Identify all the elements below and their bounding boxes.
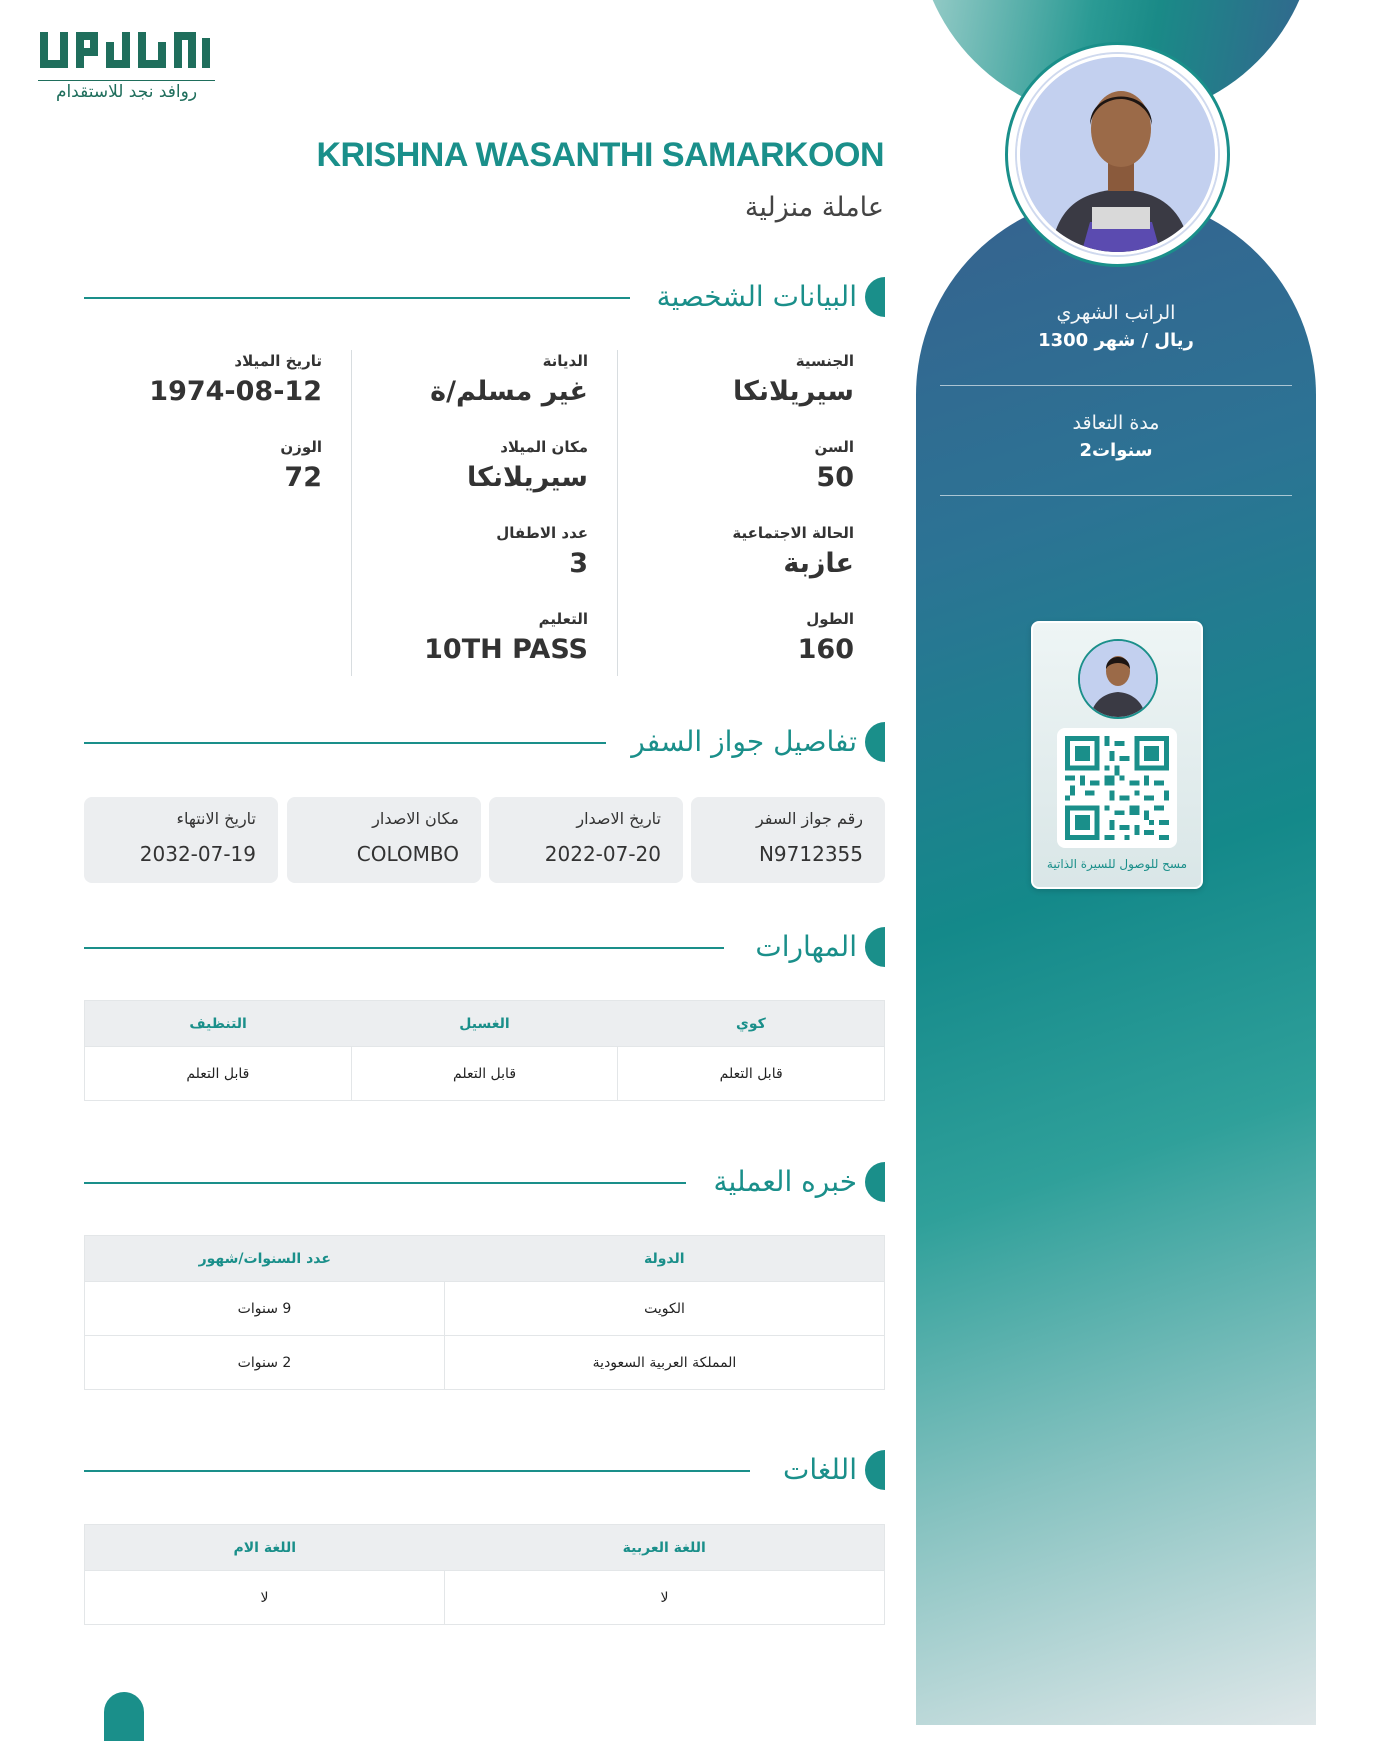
job-title: عاملة منزلية bbox=[744, 192, 884, 223]
field-religion: الديانة غير مسلم/ة bbox=[430, 352, 588, 407]
table-cell: الكويت bbox=[445, 1282, 885, 1336]
section-languages bbox=[84, 1450, 885, 1490]
field-age: السن 50 bbox=[814, 438, 854, 493]
field-children: عدد الاطفال 3 bbox=[496, 524, 588, 579]
section-marker bbox=[865, 277, 885, 317]
section-marker bbox=[865, 1162, 885, 1202]
table-header: كوي bbox=[618, 1001, 885, 1047]
table-cell: قابل التعلم bbox=[618, 1047, 885, 1101]
section-rule bbox=[84, 1470, 750, 1472]
table-cell: 2 سنوات bbox=[85, 1336, 445, 1390]
sidebar-divider bbox=[940, 385, 1292, 386]
qr-code-icon[interactable] bbox=[1057, 728, 1177, 848]
passport-number-card: رقم جواز السفر N9712355 bbox=[691, 797, 885, 883]
field-birthdate: تاريخ الميلاد 1974-08-12 bbox=[149, 352, 322, 407]
passport-issue-date-card: تاريخ الاصدار 2022-07-20 bbox=[489, 797, 683, 883]
experience-table bbox=[84, 1235, 885, 1390]
skills-table bbox=[84, 1000, 885, 1101]
table-header: اللغة الام bbox=[85, 1525, 445, 1571]
salary-block bbox=[940, 302, 1292, 351]
table-row bbox=[85, 1571, 885, 1625]
page-footer-marker bbox=[104, 1692, 144, 1741]
table-header: التنظيف bbox=[85, 1001, 352, 1047]
qr-card-photo bbox=[1078, 639, 1158, 719]
sidebar-divider bbox=[940, 495, 1292, 496]
table-cell: 9 سنوات bbox=[85, 1282, 445, 1336]
section-passport bbox=[84, 722, 885, 762]
qr-card[interactable] bbox=[1031, 621, 1203, 889]
table-cell: قابل التعلم bbox=[351, 1047, 618, 1101]
passport-issue-place-card: مكان الاصدار COLOMBO bbox=[287, 797, 481, 883]
salary-label: الراتب الشهري bbox=[1056, 302, 1176, 324]
section-rule bbox=[84, 947, 724, 949]
section-rule bbox=[84, 297, 630, 299]
field-nationality: الجنسية سيريلانكا bbox=[733, 352, 854, 407]
company-subtitle: روافد نجد للاستقدام bbox=[38, 80, 215, 102]
table-cell: قابل التعلم bbox=[85, 1047, 352, 1101]
column-divider bbox=[617, 350, 618, 676]
section-rule bbox=[84, 1182, 686, 1184]
field-education: التعليم 10TH PASS bbox=[424, 610, 588, 665]
section-title: المهارات bbox=[755, 930, 857, 963]
table-cell: المملكة العربية السعودية bbox=[445, 1336, 885, 1390]
table-header: اللغة العربية bbox=[445, 1525, 885, 1571]
table-row bbox=[85, 1336, 885, 1390]
section-title: خبره العملية bbox=[713, 1165, 857, 1198]
salary-value: 1300 ريال / شهر bbox=[1038, 330, 1194, 351]
qr-caption: مسح للوصول للسيرة الذاتية bbox=[1046, 857, 1188, 871]
table-row bbox=[85, 1282, 885, 1336]
table-header-row bbox=[85, 1001, 885, 1047]
section-title: تفاصيل جواز السفر bbox=[631, 725, 857, 758]
field-height: الطول 160 bbox=[797, 610, 854, 665]
contract-label: مدة التعاقد bbox=[1072, 412, 1160, 434]
languages-table bbox=[84, 1524, 885, 1625]
field-weight: الوزن 72 bbox=[280, 438, 322, 493]
candidate-name: KRISHNA WASANTHI SAMARKOON bbox=[316, 136, 884, 174]
section-rule bbox=[84, 742, 606, 744]
section-personal bbox=[84, 277, 885, 317]
field-birthplace: مكان الميلاد سيريلانكا bbox=[467, 438, 588, 493]
table-header: عدد السنوات/شهور bbox=[85, 1236, 445, 1282]
contract-block bbox=[940, 412, 1292, 461]
section-marker bbox=[865, 1450, 885, 1490]
table-header: الدولة bbox=[445, 1236, 885, 1282]
table-header-row bbox=[85, 1525, 885, 1571]
field-marital-status: الحالة الاجتماعية عازبة bbox=[732, 524, 854, 579]
section-marker bbox=[865, 927, 885, 967]
profile-photo-frame bbox=[1005, 42, 1230, 267]
table-header: الغسيل bbox=[351, 1001, 618, 1047]
contract-value: 2سنوات bbox=[1079, 440, 1153, 461]
table-row bbox=[85, 1047, 885, 1101]
column-divider bbox=[351, 350, 352, 676]
section-title: اللغات bbox=[783, 1453, 857, 1486]
section-title: البيانات الشخصية bbox=[656, 280, 857, 313]
section-skills bbox=[84, 927, 885, 967]
passport-expiry-card: تاريخ الانتهاء 2032-07-19 bbox=[84, 797, 278, 883]
section-experience bbox=[84, 1162, 885, 1202]
section-marker bbox=[865, 722, 885, 762]
table-cell: لا bbox=[445, 1571, 885, 1625]
table-header-row bbox=[85, 1236, 885, 1282]
table-cell: لا bbox=[85, 1571, 445, 1625]
profile-photo bbox=[1017, 54, 1218, 255]
